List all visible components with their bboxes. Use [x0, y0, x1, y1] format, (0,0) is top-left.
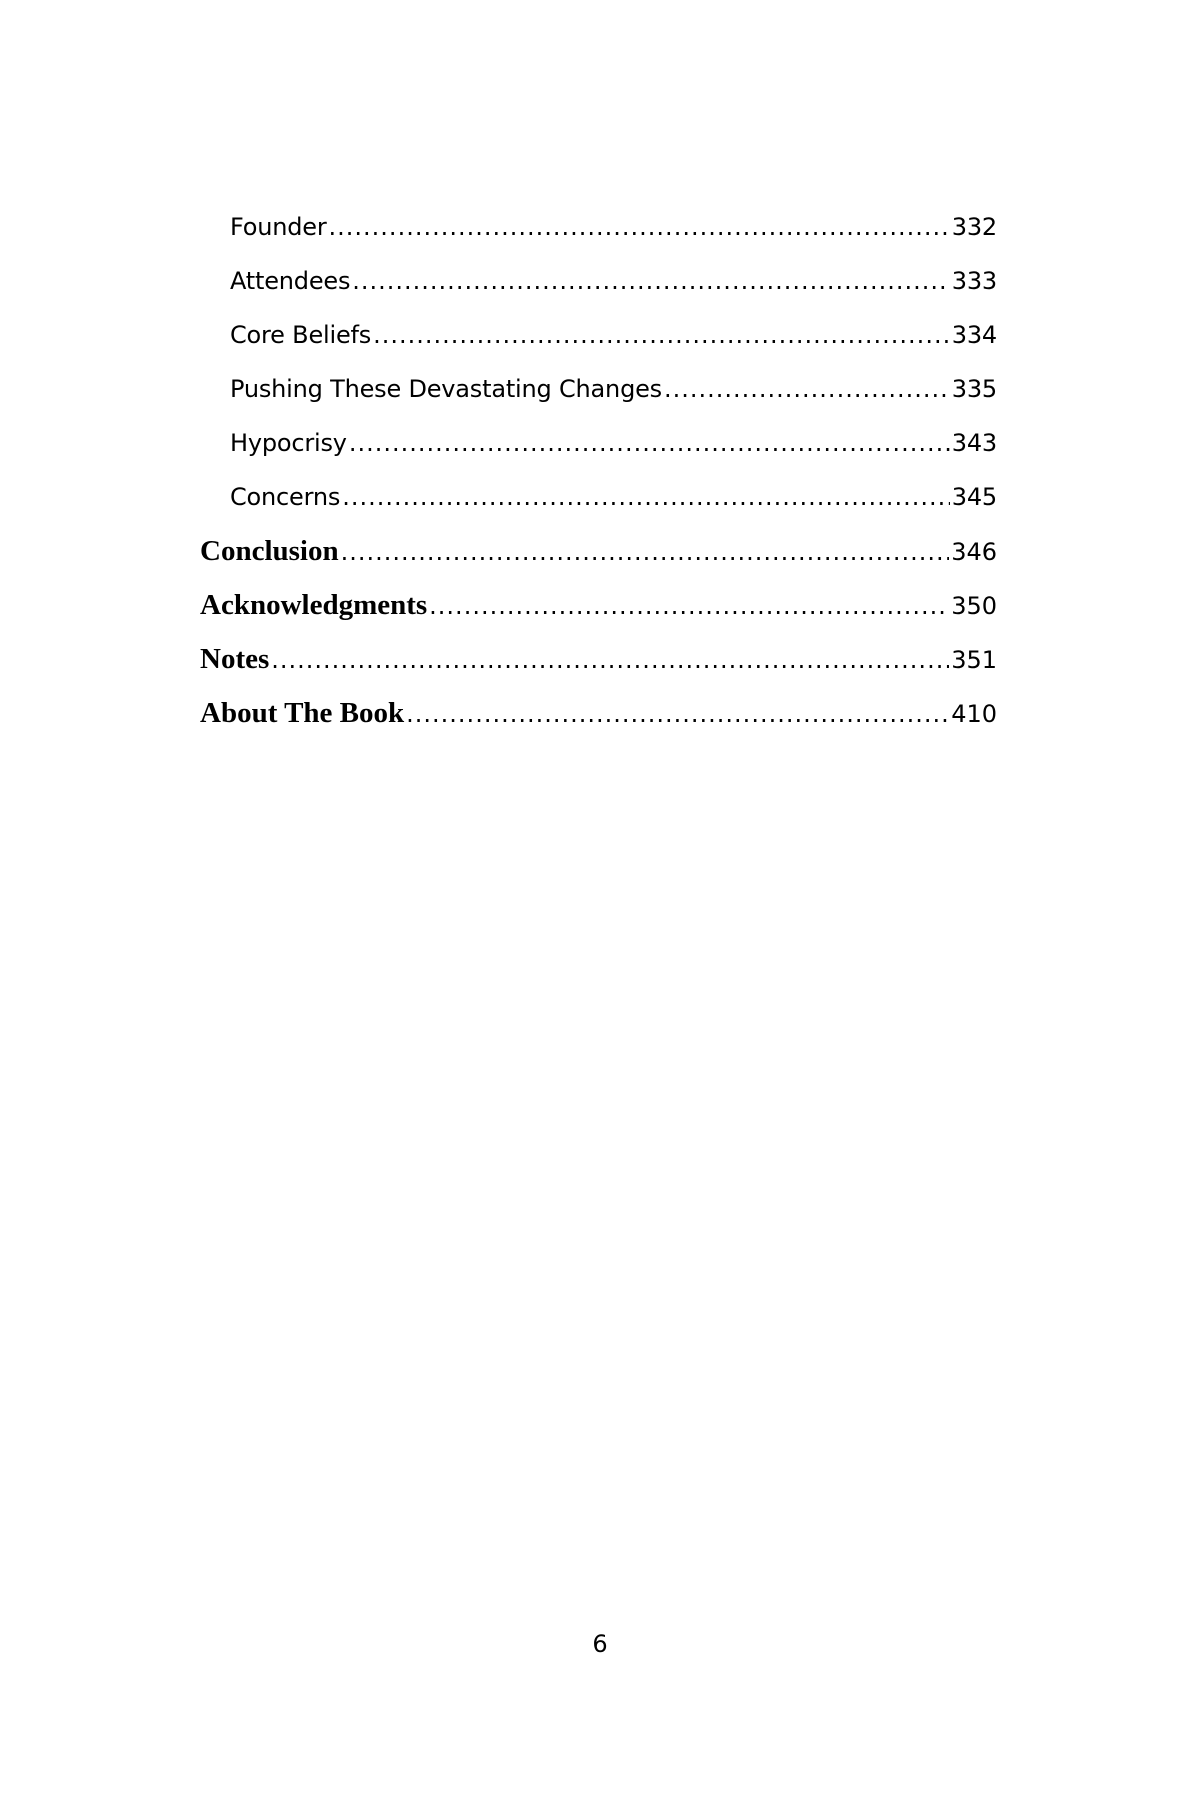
toc-entry-page: 410	[951, 700, 997, 728]
toc-entry-about-the-book[interactable]	[200, 686, 997, 740]
dot-leader	[329, 200, 950, 254]
toc-entry-acknowledgments[interactable]	[200, 578, 997, 632]
toc-entry-title: Acknowledgments	[200, 589, 428, 621]
toc-entry-page: 335	[951, 375, 997, 403]
toc-entry-hypocrisy[interactable]	[200, 416, 997, 470]
dot-leader	[352, 254, 950, 308]
toc-entry-page: 351	[951, 646, 997, 674]
toc-entry-title: Pushing These Devastating Changes	[230, 375, 662, 403]
table-of-contents	[200, 200, 997, 740]
toc-entry-page: 346	[951, 538, 997, 566]
toc-entry-page: 333	[951, 267, 997, 295]
toc-entry-title: Concerns	[230, 483, 341, 511]
dot-leader	[341, 525, 950, 578]
toc-entry-title: Conclusion	[200, 535, 339, 567]
toc-entry-attendees[interactable]	[200, 254, 997, 308]
dot-leader	[342, 470, 950, 524]
toc-entry-title: Notes	[200, 643, 270, 675]
toc-entry-title: Core Beliefs	[230, 321, 372, 349]
toc-entry-concerns[interactable]	[200, 470, 997, 524]
toc-entry-page: 345	[951, 483, 997, 511]
toc-entry-notes[interactable]	[200, 632, 997, 686]
toc-entry-title: Founder	[230, 213, 327, 241]
toc-entry-page: 350	[951, 592, 997, 620]
page-number: 6	[592, 1630, 608, 1658]
dot-leader	[373, 308, 950, 362]
toc-entry-title: Hypocrisy	[230, 429, 347, 457]
toc-entry-core-beliefs[interactable]	[200, 308, 997, 362]
toc-entry-page: 332	[951, 213, 997, 241]
toc-entry-pushing-changes[interactable]	[200, 362, 997, 416]
dot-leader	[349, 416, 950, 470]
toc-entry-conclusion[interactable]	[200, 524, 997, 578]
dot-leader	[406, 687, 949, 740]
toc-entry-title: Attendees	[230, 267, 351, 295]
toc-entry-page: 343	[951, 429, 997, 457]
dot-leader	[664, 362, 950, 416]
toc-entry-title: About The Book	[200, 697, 405, 729]
dot-leader	[429, 579, 949, 632]
toc-entry-founder[interactable]	[200, 200, 997, 254]
dot-leader	[271, 633, 949, 686]
toc-entry-page: 334	[951, 321, 997, 349]
